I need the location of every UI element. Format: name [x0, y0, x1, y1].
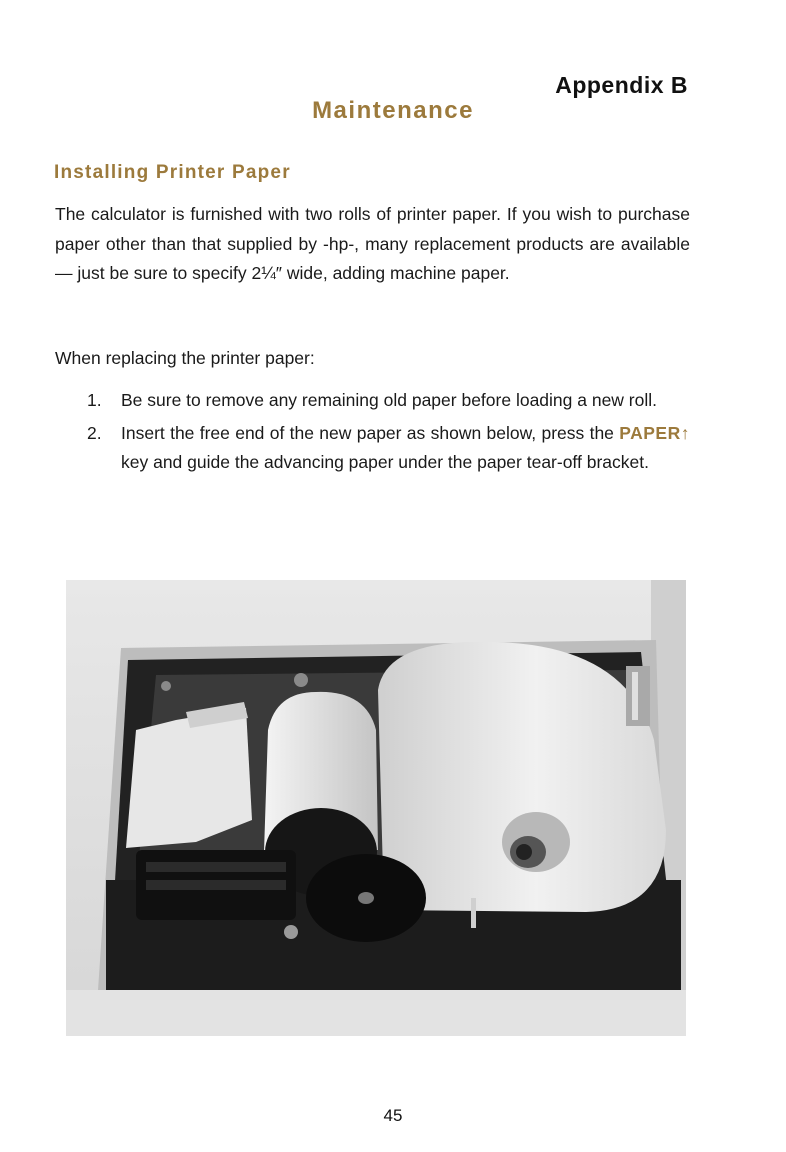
paper-key-label: PAPER↑: [619, 422, 690, 443]
list-item: [87, 419, 690, 478]
step-text: Insert the free end of the new paper as shown below, press the: [121, 422, 614, 443]
step-text: Be sure to remove any remaining old paper before loading a new roll.: [121, 390, 658, 410]
list-item: [87, 386, 690, 416]
step-number: 2.: [87, 422, 102, 443]
intro-paragraph: The calculator is furnished with two rolls of printer paper. If you wish to purchase paper other than that supplied by -hp-, many replacement products are available — just be sure to specify 2¼″ wide, adding machine paper.: [55, 204, 690, 283]
step-text: key and guide the advancing paper under the paper tear-off bracket.: [121, 452, 649, 472]
printer-paper-photo-icon: [66, 580, 686, 1036]
page-number: 45: [383, 1106, 403, 1125]
steps-list: [87, 386, 690, 481]
instructions-lead: When replacing the printer paper:: [55, 348, 315, 368]
section-title: Installing Printer Paper: [54, 162, 291, 183]
chapter-title: Maintenance: [312, 97, 474, 124]
step-number: 1.: [87, 390, 102, 410]
appendix-label: Appendix B: [555, 72, 688, 98]
